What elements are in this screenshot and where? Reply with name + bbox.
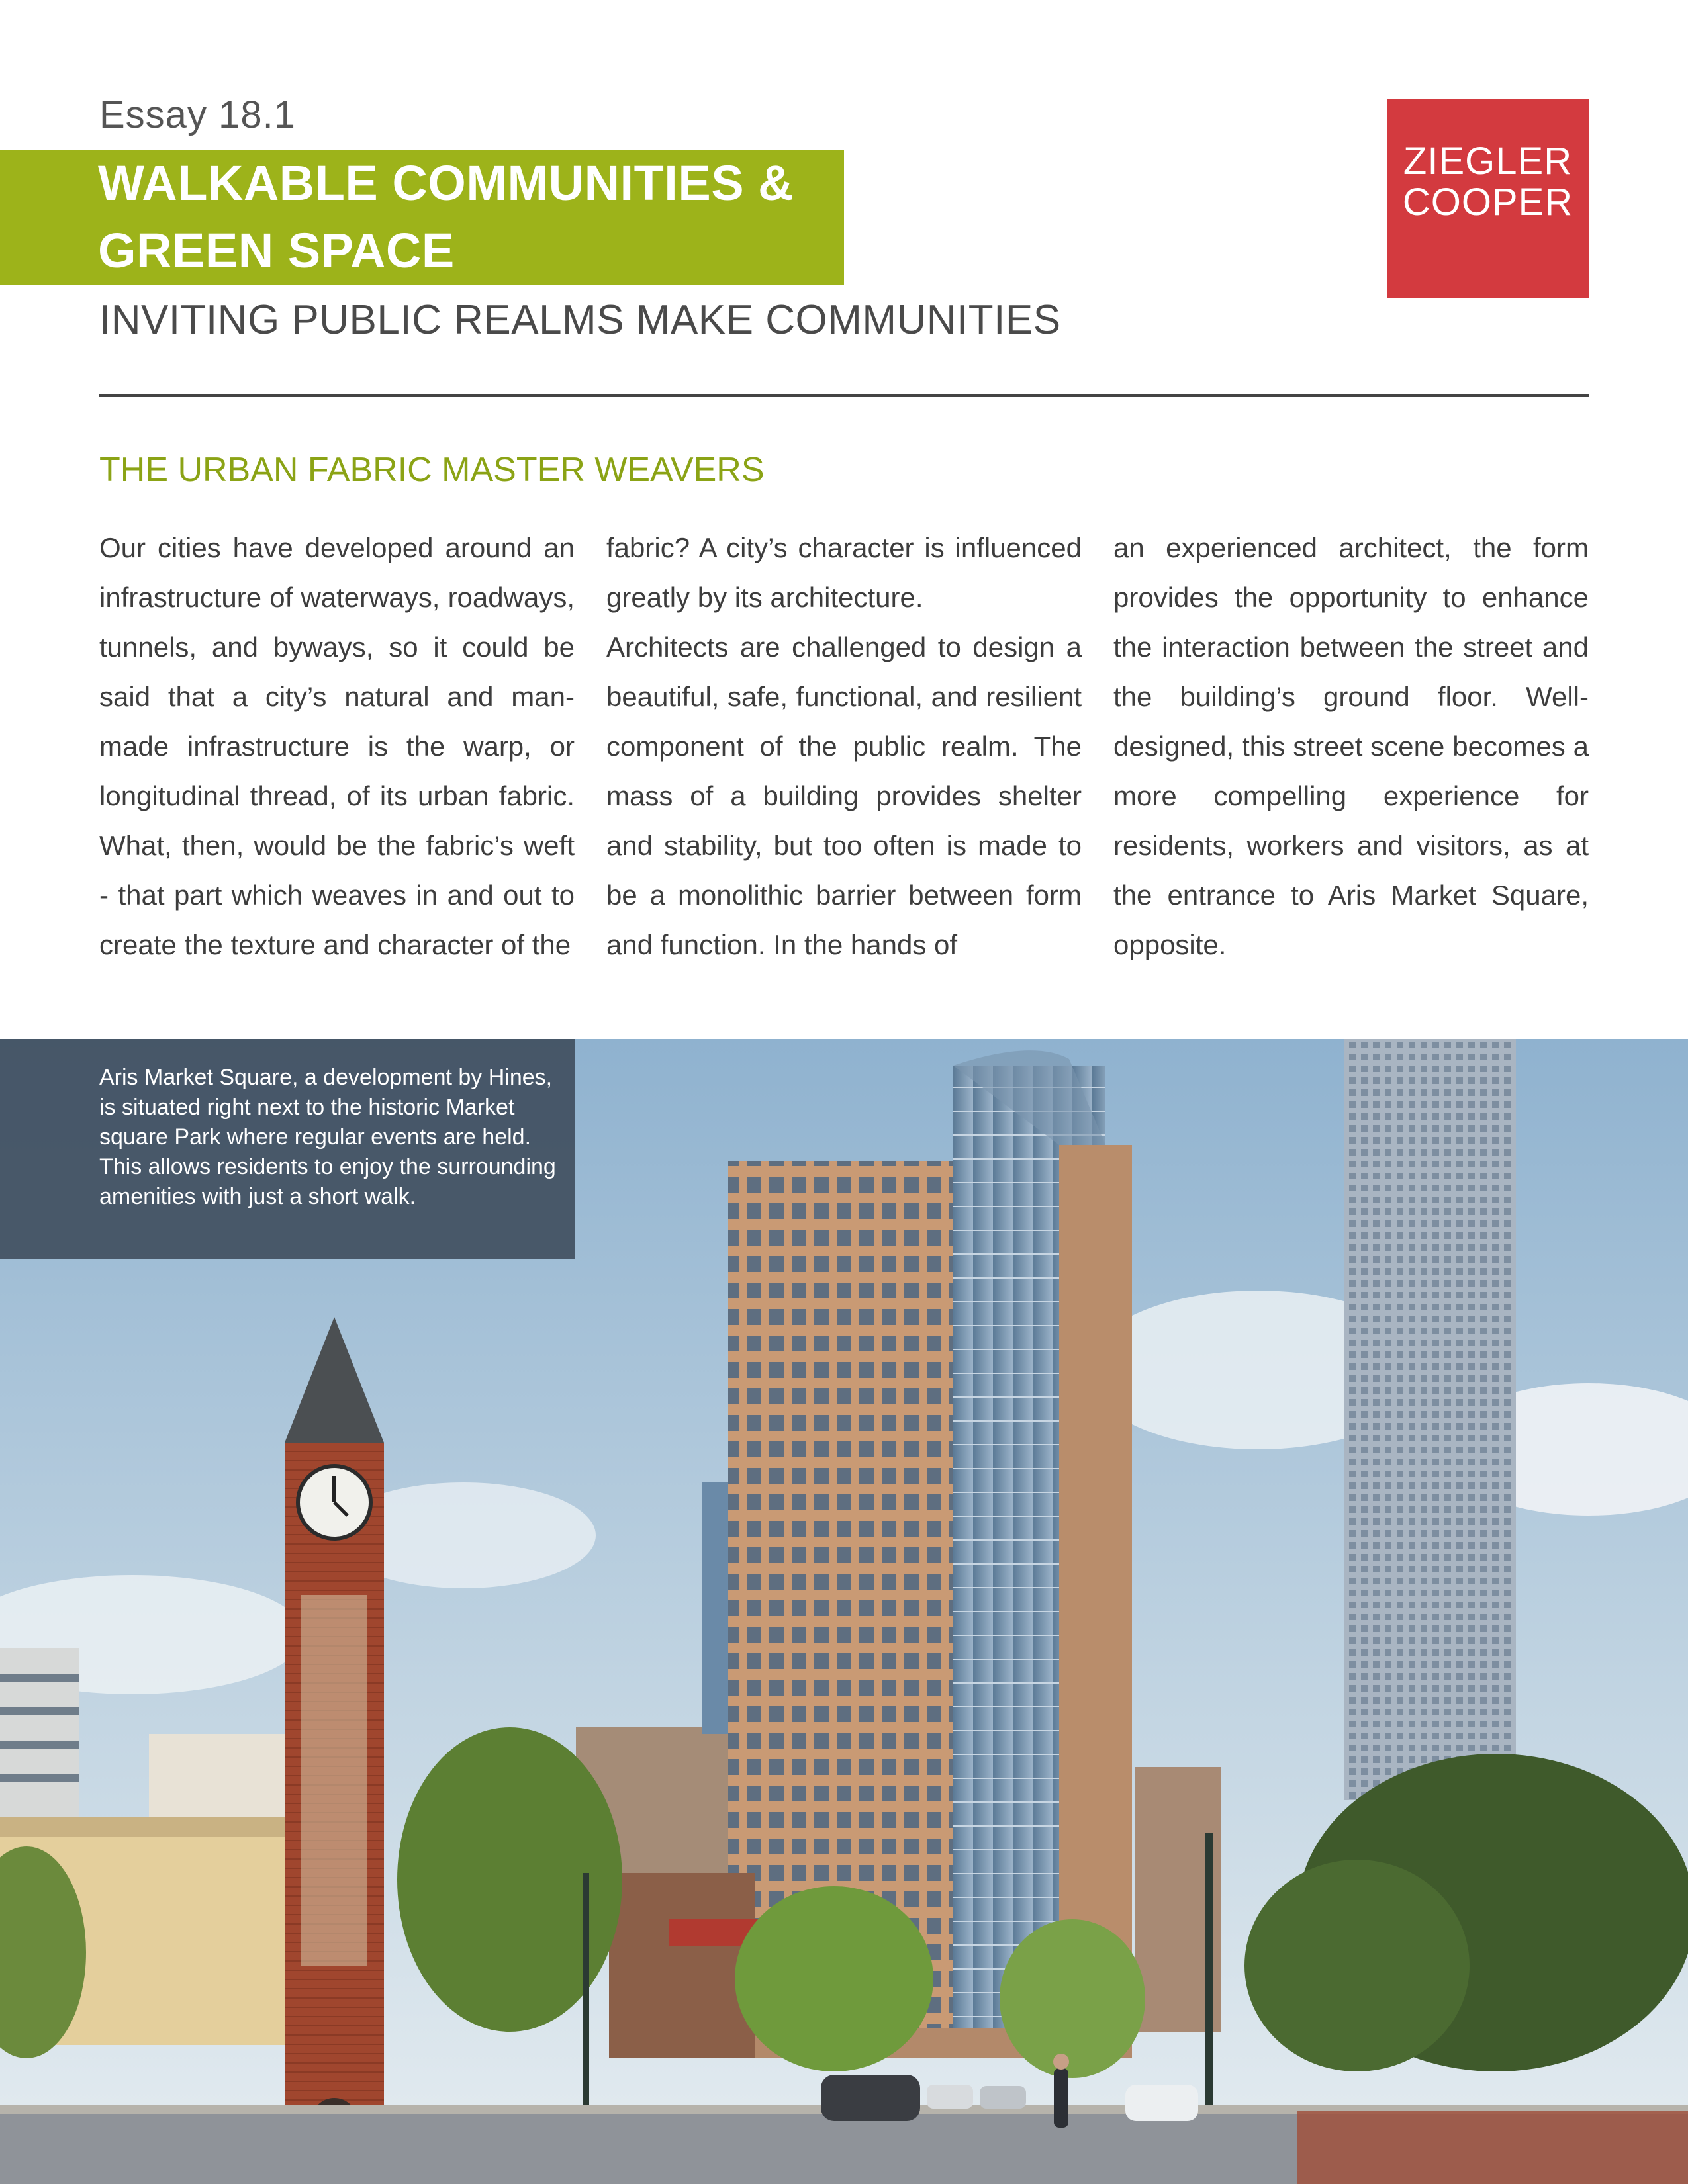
car [1125,2085,1198,2121]
paragraph: Architects are challenged to design a beautiful, safe, functional, and resilient component of the public realm. The mass of a building provides shelter and stability, but too often is made to be a monolithic barrier between form and function. In the hands of [606,631,1082,960]
text-column-3 [1113,523,1589,970]
paragraph: fabric? A city’s character is influenced greatly by its architecture. [606,532,1082,613]
page-title-line-2: GREEN SPACE [98,223,455,278]
ziegler-cooper-logo [1387,99,1589,298]
paragraph: Our cities have developed around an infrastructure of waterways, roadways, tunnels, and byways, so it could be said that a city’s natural and man-made infrastructure is the warp, or longitudinal thread, of its urban fabric. What, then, would be the fabric’s weft - that part which weaves in and out to create the texture and character of the [99,532,575,960]
tree [735,1886,933,2071]
pedestrian [1054,2068,1068,2128]
logo-text-line-1: ZIEGLER [1403,140,1573,183]
photo-caption: Aris Market Square, a development by Hines, is situated right next to the historic Market square Park where regular events are held. This allows residents to enjoy the surrounding amenities with just a short walk. [99,1065,556,1209]
street-lamp [583,1873,589,2111]
header-divider [99,394,1589,397]
skyscraper-right [1344,1039,1516,1800]
section-heading: THE URBAN FABRIC MASTER WEAVERS [99,451,765,489]
essay-label: Essay 18.1 [99,93,296,136]
storefront-building [609,1873,755,2058]
page-subtitle: INVITING PUBLIC REALMS MAKE COMMUNITIES [99,297,1061,343]
street-lamp [1205,1833,1213,2111]
paragraph: an experienced architect, the form provides the opportunity to enhance the interaction between the street and the building’s ground floor. Well-designed, this street scene becomes a more compelling experience for residents, workers and visitors, as at the entrance to Aris Market Square, opposite. [1113,532,1589,960]
page-title-line-1: WALKABLE COMMUNITIES & [98,156,794,210]
tree [1000,1919,1145,2078]
text-column-1 [99,523,575,970]
logo-text-line-2: COOPER [1402,181,1573,224]
text-column-2 [606,523,1082,970]
tree [1244,1860,1470,2071]
car [821,2075,920,2121]
